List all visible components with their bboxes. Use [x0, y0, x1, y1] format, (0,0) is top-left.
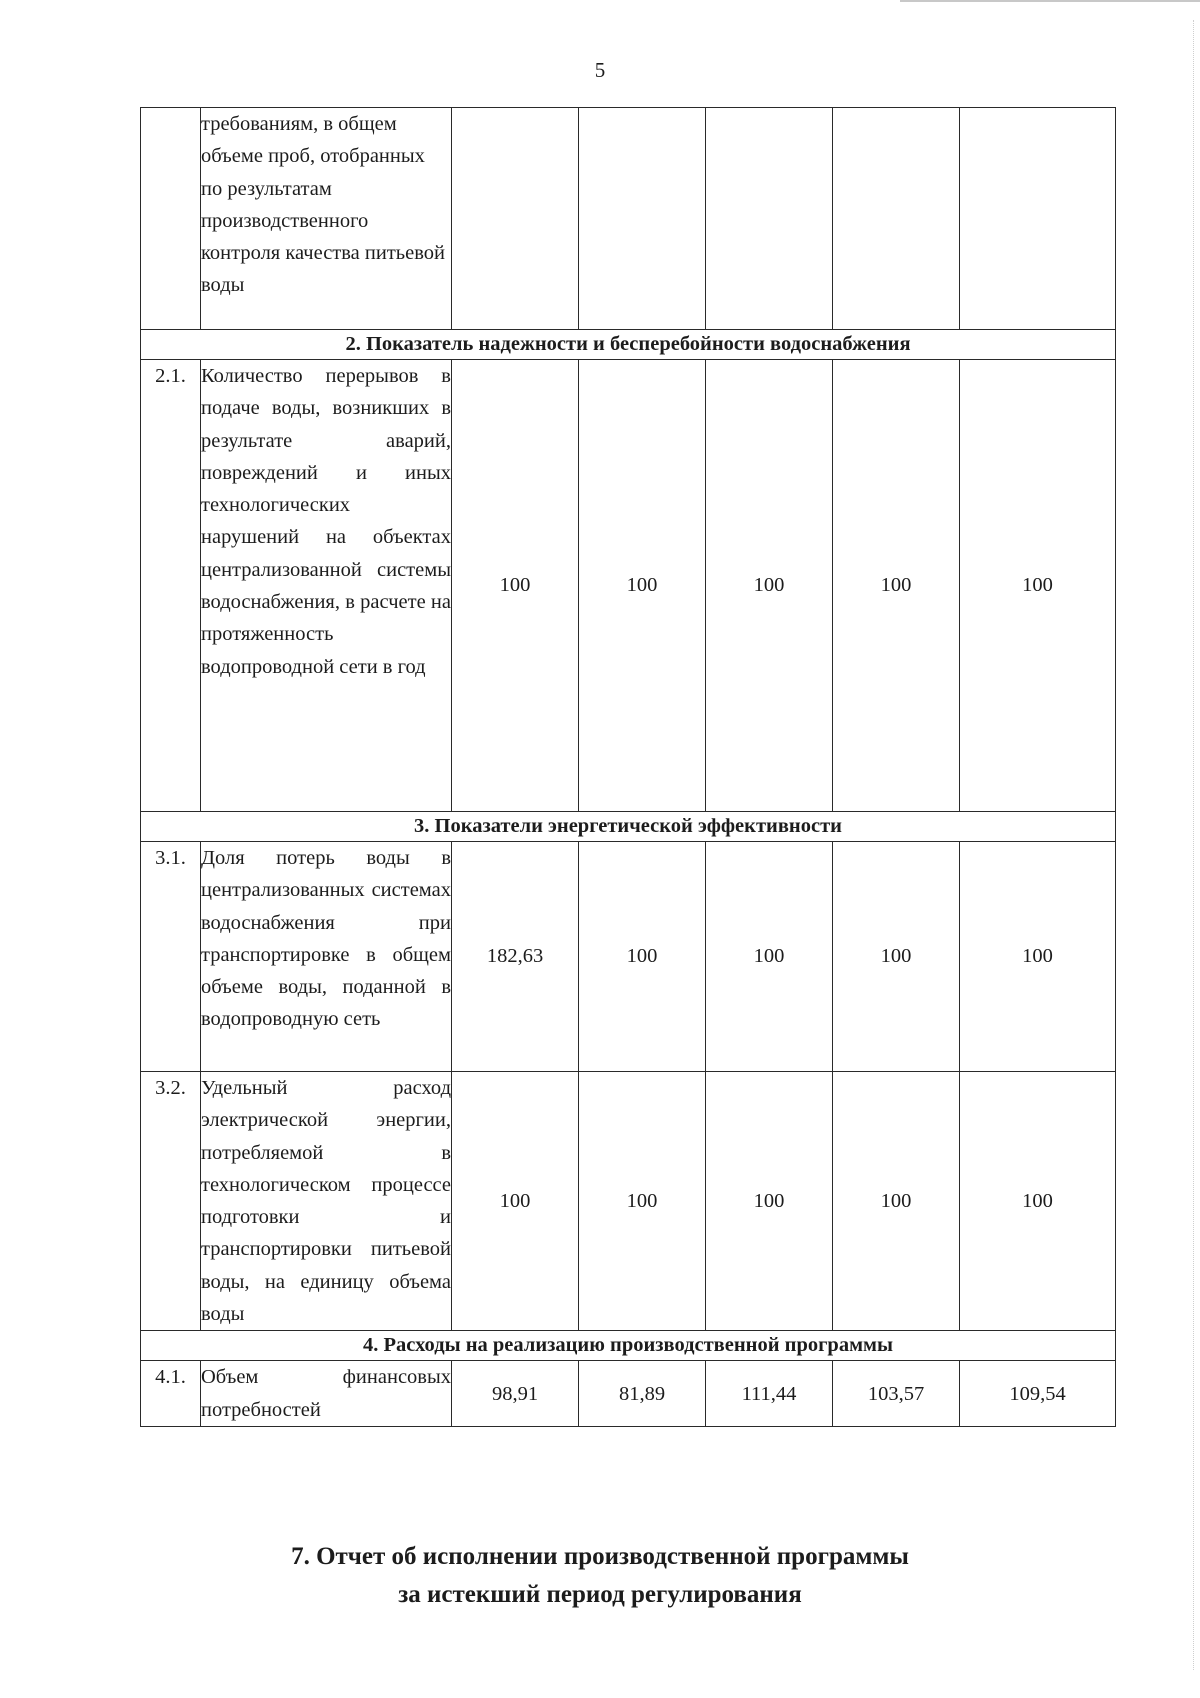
row-number: 3.1.: [141, 842, 201, 1072]
row-description: требованиям, в общем объеме проб, отобранных по результатам производственного контроля качества питьевой воды: [201, 108, 452, 330]
row-value-3: 111,44: [706, 1361, 833, 1427]
table-row: [141, 1072, 1116, 1331]
row-value-3: 100: [706, 842, 833, 1072]
section-title: 3. Показатели энергетической эффективности: [141, 812, 1116, 842]
section-heading: [0, 1538, 1200, 1614]
row-value-3: [706, 108, 833, 330]
row-value-1: [452, 108, 579, 330]
row-value-3: 100: [706, 360, 833, 812]
row-value-4: 100: [833, 1072, 960, 1331]
row-description: Доля потерь воды в централизованных системах водоснабжения при транспортировке в общем объеме воды, поданной в водопроводную сеть: [201, 842, 452, 1072]
row-number: 2.1.: [141, 360, 201, 812]
row-value-2: 100: [579, 360, 706, 812]
table-row: [141, 108, 1116, 330]
section-row: [141, 812, 1116, 842]
row-value-2: 100: [579, 1072, 706, 1331]
table-row: [141, 360, 1116, 812]
row-value-5: 100: [960, 1072, 1116, 1331]
row-value-4: [833, 108, 960, 330]
row-value-1: 182,63: [452, 842, 579, 1072]
row-description: Объем финансовых потребностей: [201, 1361, 452, 1427]
scan-edge-top: [900, 0, 1200, 2]
row-value-5: 100: [960, 360, 1116, 812]
row-value-2: 100: [579, 842, 706, 1072]
row-number: 3.2.: [141, 1072, 201, 1331]
row-number: [141, 108, 201, 330]
row-value-2: 81,89: [579, 1361, 706, 1427]
row-number: 4.1.: [141, 1361, 201, 1427]
row-value-1: 100: [452, 1072, 579, 1331]
section-title: 4. Расходы на реализацию производственной программы: [141, 1331, 1116, 1361]
row-value-4: 100: [833, 842, 960, 1072]
table-row: [141, 1361, 1116, 1427]
row-value-2: [579, 108, 706, 330]
scan-edge-right: [1192, 20, 1194, 1670]
row-value-1: 100: [452, 360, 579, 812]
row-value-4: 103,57: [833, 1361, 960, 1427]
row-value-4: 100: [833, 360, 960, 812]
section-heading-line-2: за истекший период регулирования: [398, 1581, 802, 1608]
section-row: [141, 1331, 1116, 1361]
row-value-5: 100: [960, 842, 1116, 1072]
section-row: [141, 330, 1116, 360]
row-value-5: 109,54: [960, 1361, 1116, 1427]
row-description: Удельный расход электрической энергии, потребляемой в технологическом процессе подготовки и транспортировки питьевой воды, на единицу объема воды: [201, 1072, 452, 1331]
section-title: 2. Показатель надежности и бесперебойности водоснабжения: [141, 330, 1116, 360]
section-heading-line-1: 7. Отчет об исполнении производственной программы: [291, 1543, 909, 1570]
row-value-1: 98,91: [452, 1361, 579, 1427]
indicators-table: [140, 107, 1116, 1427]
table-row: [141, 842, 1116, 1072]
row-value-5: [960, 108, 1116, 330]
row-description: Количество перерывов в подаче воды, возникших в результате аварий, повреждений и иных технологических нарушений на объектах централизованной системы водоснабжения, в расчете на протяженность водопроводной сети в год: [201, 360, 452, 812]
page-number: 5: [594, 58, 606, 82]
row-value-3: 100: [706, 1072, 833, 1331]
